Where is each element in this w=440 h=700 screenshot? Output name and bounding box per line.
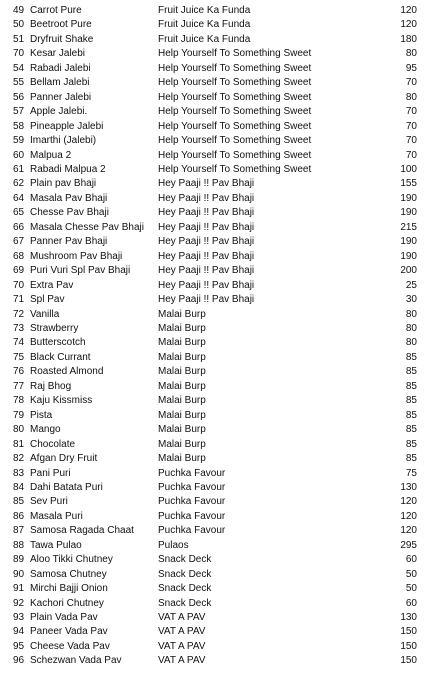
item-name: Samosa Ragada Chaat <box>30 525 134 537</box>
item-price: 100 <box>400 163 417 175</box>
item-number: 66 <box>13 221 25 233</box>
item-number: 95 <box>13 640 25 652</box>
item-number: 65 <box>13 207 25 219</box>
menu-row <box>0 206 440 220</box>
item-category: Help Yourself To Something Sweet <box>158 48 312 60</box>
item-name: Afgan Dry Fruit <box>30 453 98 465</box>
item-price: 120 <box>400 510 417 522</box>
item-number: 56 <box>13 91 25 103</box>
menu-row <box>0 177 440 191</box>
item-number: 61 <box>13 163 25 175</box>
item-number: 93 <box>13 612 25 624</box>
item-name: Aloo Tikki Chutney <box>30 554 113 566</box>
item-category: Hey Paaji !! Pav Bhaji <box>158 236 255 248</box>
item-name: Paneer Vada Pav <box>30 626 108 638</box>
item-number: 57 <box>13 106 25 118</box>
item-number: 68 <box>13 250 25 262</box>
item-price: 60 <box>405 554 417 566</box>
item-number: 70 <box>13 279 25 291</box>
item-number: 86 <box>13 510 25 522</box>
item-number: 79 <box>13 409 25 421</box>
item-name: Vanilla <box>30 308 60 320</box>
item-price: 25 <box>405 279 417 291</box>
item-category: Malai Burp <box>158 453 206 465</box>
menu-row <box>0 539 440 553</box>
menu-row <box>0 33 440 47</box>
item-number: 69 <box>13 265 25 277</box>
item-number: 87 <box>13 525 25 537</box>
item-price: 95 <box>405 62 417 74</box>
menu-rows <box>0 4 440 669</box>
item-number: 80 <box>13 424 25 436</box>
item-price: 155 <box>400 178 417 190</box>
menu-row <box>0 62 440 76</box>
item-category: Help Yourself To Something Sweet <box>158 62 312 74</box>
item-number: 85 <box>13 496 25 508</box>
item-category: Malai Burp <box>158 322 206 334</box>
item-category: Help Yourself To Something Sweet <box>158 106 312 118</box>
item-price: 190 <box>400 192 417 204</box>
menu-row <box>0 47 440 61</box>
item-number: 60 <box>13 149 25 161</box>
item-price: 85 <box>405 424 417 436</box>
item-name: Kaju Kissmiss <box>30 395 93 407</box>
item-name: Butterscotch <box>30 337 86 349</box>
item-number: 70 <box>13 48 25 60</box>
item-price: 190 <box>400 236 417 248</box>
item-category: Snack Deck <box>158 597 212 609</box>
item-price: 150 <box>400 655 417 667</box>
item-price: 120 <box>400 525 417 537</box>
item-number: 49 <box>13 5 25 16</box>
item-number: 84 <box>13 481 25 493</box>
item-category: Help Yourself To Something Sweet <box>158 163 312 175</box>
item-category: VAT A PAV <box>158 655 206 667</box>
item-price: 120 <box>400 5 417 16</box>
item-price: 70 <box>405 77 417 89</box>
item-category: Malai Burp <box>158 409 206 421</box>
item-name: Bellam Jalebi <box>30 77 90 89</box>
item-price: 200 <box>400 265 417 277</box>
item-category: Puchka Favour <box>158 525 226 537</box>
item-category: Malai Burp <box>158 424 206 436</box>
menu-row <box>0 467 440 481</box>
item-category: Fruit Juice Ka Funda <box>158 33 251 45</box>
item-number: 73 <box>13 322 25 334</box>
menu-row <box>0 4 440 18</box>
item-number: 64 <box>13 192 25 204</box>
item-name: Extra Pav <box>30 279 74 291</box>
item-number: 82 <box>13 453 25 465</box>
item-number: 50 <box>13 19 25 31</box>
item-name: Schezwan Vada Pav <box>30 655 122 667</box>
item-number: 54 <box>13 62 25 74</box>
menu-row <box>0 235 440 249</box>
menu-row <box>0 322 440 336</box>
item-number: 78 <box>13 395 25 407</box>
item-name: Carrot Pure <box>30 5 82 16</box>
item-name: Black Currant <box>30 351 91 363</box>
item-number: 55 <box>13 77 25 89</box>
item-price: 190 <box>400 250 417 262</box>
item-number: 96 <box>13 655 25 667</box>
item-category: Puchka Favour <box>158 481 226 493</box>
item-name: Chesse Pav Bhaji <box>30 207 109 219</box>
item-name: Rabadi Jalebi <box>30 62 91 74</box>
item-name: Roasted Almond <box>30 366 104 378</box>
item-number: 92 <box>13 597 25 609</box>
menu-row <box>0 18 440 32</box>
item-name: Pineapple Jalebi <box>30 120 104 132</box>
item-number: 77 <box>13 380 25 392</box>
menu-row <box>0 163 440 177</box>
menu-row <box>0 495 440 509</box>
menu-row <box>0 250 440 264</box>
item-price: 70 <box>405 149 417 161</box>
menu-row <box>0 336 440 350</box>
item-name: Dryfruit Shake <box>30 33 94 45</box>
item-category: Hey Paaji !! Pav Bhaji <box>158 178 255 190</box>
item-name: Masala Pav Bhaji <box>30 192 108 204</box>
item-category: Help Yourself To Something Sweet <box>158 91 312 103</box>
item-price: 85 <box>405 366 417 378</box>
item-name: Strawberry <box>30 322 79 334</box>
menu-row <box>0 409 440 423</box>
item-category: Fruit Juice Ka Funda <box>158 19 251 31</box>
item-name: Panner Jalebi <box>30 91 92 103</box>
item-price: 50 <box>405 583 417 595</box>
item-name: Chocolate <box>30 438 76 450</box>
item-category: Help Yourself To Something Sweet <box>158 135 312 147</box>
item-name: Pista <box>30 409 53 421</box>
item-price: 120 <box>400 19 417 31</box>
item-name: Cheese Vada Pav <box>30 640 110 652</box>
menu-row <box>0 120 440 134</box>
menu-row <box>0 510 440 524</box>
item-price: 70 <box>405 135 417 147</box>
item-category: Puchka Favour <box>158 496 226 508</box>
item-price: 130 <box>400 481 417 493</box>
menu-row <box>0 134 440 148</box>
item-category: Hey Paaji !! Pav Bhaji <box>158 279 255 291</box>
item-category: VAT A PAV <box>158 626 206 638</box>
item-number: 91 <box>13 583 25 595</box>
item-name: Mirchi Bajji Onion <box>30 583 108 595</box>
item-category: VAT A PAV <box>158 612 206 624</box>
menu-row <box>0 423 440 437</box>
item-price: 80 <box>405 91 417 103</box>
item-name: Kesar Jalebi <box>30 48 86 60</box>
menu-row <box>0 524 440 538</box>
item-price: 85 <box>405 409 417 421</box>
item-category: Snack Deck <box>158 583 212 595</box>
item-name: Beetroot Pure <box>30 19 92 31</box>
menu-row <box>0 582 440 596</box>
menu-row <box>0 351 440 365</box>
item-category: Malai Burp <box>158 380 206 392</box>
item-price: 70 <box>405 120 417 132</box>
item-number: 72 <box>13 308 25 320</box>
item-category: Malai Burp <box>158 351 206 363</box>
item-name: Mushroom Pav Bhaji <box>30 250 123 262</box>
item-number: 51 <box>13 33 25 45</box>
menu-row <box>0 553 440 567</box>
item-category: Help Yourself To Something Sweet <box>158 120 312 132</box>
menu-row <box>0 611 440 625</box>
menu-row <box>0 597 440 611</box>
item-price: 295 <box>400 539 417 551</box>
item-category: Malai Burp <box>158 366 206 378</box>
item-name: Mango <box>30 424 61 436</box>
menu-row <box>0 279 440 293</box>
item-number: 76 <box>13 366 25 378</box>
menu-row <box>0 149 440 163</box>
item-category: Puchka Favour <box>158 467 226 479</box>
menu-row <box>0 438 440 452</box>
item-name: Kachori Chutney <box>30 597 104 609</box>
item-category: Hey Paaji !! Pav Bhaji <box>158 192 255 204</box>
item-name: Samosa Chutney <box>30 568 107 580</box>
item-category: Malai Burp <box>158 337 206 349</box>
item-category: Fruit Juice Ka Funda <box>158 5 251 16</box>
item-name: Puri Vuri Spl Pav Bhaji <box>30 265 131 277</box>
item-name: Plain pav Bhaji <box>30 178 97 190</box>
menu-price-list <box>0 4 440 696</box>
item-number: 89 <box>13 554 25 566</box>
item-category: Malai Burp <box>158 308 206 320</box>
item-number: 75 <box>13 351 25 363</box>
item-number: 94 <box>13 626 25 638</box>
item-price: 150 <box>400 626 417 638</box>
item-category: Malai Burp <box>158 438 206 450</box>
menu-row <box>0 91 440 105</box>
menu-row <box>0 654 440 668</box>
item-name: Tawa Pulao <box>30 539 82 551</box>
item-name: Sev Puri <box>30 496 68 508</box>
item-price: 80 <box>405 322 417 334</box>
menu-row <box>0 625 440 639</box>
menu-row <box>0 568 440 582</box>
item-name: Imarthi (Jalebi) <box>30 135 97 147</box>
item-name: Malpua 2 <box>30 149 72 161</box>
item-name: Masala Chesse Pav Bhaji <box>30 221 144 233</box>
menu-row <box>0 452 440 466</box>
item-number: 58 <box>13 120 25 132</box>
item-price: 80 <box>405 337 417 349</box>
menu-row <box>0 380 440 394</box>
item-price: 130 <box>400 612 417 624</box>
item-price: 85 <box>405 438 417 450</box>
item-price: 75 <box>405 467 417 479</box>
item-price: 215 <box>400 221 417 233</box>
menu-row <box>0 105 440 119</box>
item-price: 150 <box>400 640 417 652</box>
item-price: 60 <box>405 597 417 609</box>
item-price: 80 <box>405 48 417 60</box>
item-name: Pani Puri <box>30 467 71 479</box>
item-category: Help Yourself To Something Sweet <box>158 77 312 89</box>
item-name: Raj Bhog <box>30 380 72 392</box>
item-price: 180 <box>400 33 417 45</box>
item-name: Spl Pav <box>30 294 65 306</box>
item-number: 67 <box>13 236 25 248</box>
item-category: Snack Deck <box>158 554 212 566</box>
item-category: Snack Deck <box>158 568 212 580</box>
item-number: 90 <box>13 568 25 580</box>
item-number: 81 <box>13 438 25 450</box>
menu-row <box>0 308 440 322</box>
item-price: 30 <box>405 294 417 306</box>
item-name: Rabadi Malpua 2 <box>30 163 106 175</box>
item-price: 80 <box>405 308 417 320</box>
menu-row <box>0 365 440 379</box>
item-category: Hey Paaji !! Pav Bhaji <box>158 294 255 306</box>
menu-row <box>0 264 440 278</box>
item-price: 85 <box>405 380 417 392</box>
item-name: Apple Jalebi. <box>30 106 88 118</box>
menu-row <box>0 192 440 206</box>
item-price: 190 <box>400 207 417 219</box>
item-number: 59 <box>13 135 25 147</box>
menu-row <box>0 394 440 408</box>
item-category: Hey Paaji !! Pav Bhaji <box>158 207 255 219</box>
item-price: 85 <box>405 351 417 363</box>
item-number: 88 <box>13 539 25 551</box>
item-price: 85 <box>405 453 417 465</box>
item-price: 120 <box>400 496 417 508</box>
item-number: 74 <box>13 337 25 349</box>
item-name: Masala Puri <box>30 510 83 522</box>
menu-row <box>0 481 440 495</box>
item-category: Hey Paaji !! Pav Bhaji <box>158 265 255 277</box>
menu-row <box>0 293 440 307</box>
item-category: VAT A PAV <box>158 640 206 652</box>
item-name: Plain Vada Pav <box>30 612 98 624</box>
menu-row <box>0 76 440 90</box>
item-number: 62 <box>13 178 25 190</box>
item-price: 85 <box>405 395 417 407</box>
menu-row <box>0 221 440 235</box>
item-category: Malai Burp <box>158 395 206 407</box>
item-name: Dahi Batata Puri <box>30 481 103 493</box>
item-category: Hey Paaji !! Pav Bhaji <box>158 250 255 262</box>
item-price: 70 <box>405 106 417 118</box>
menu-row <box>0 640 440 654</box>
item-price: 50 <box>405 568 417 580</box>
item-number: 83 <box>13 467 25 479</box>
item-number: 71 <box>13 294 25 306</box>
item-category: Puchka Favour <box>158 510 226 522</box>
item-category: Help Yourself To Something Sweet <box>158 149 312 161</box>
item-category: Hey Paaji !! Pav Bhaji <box>158 221 255 233</box>
item-category: Pulaos <box>158 539 189 551</box>
item-name: Panner Pav Bhaji <box>30 236 108 248</box>
